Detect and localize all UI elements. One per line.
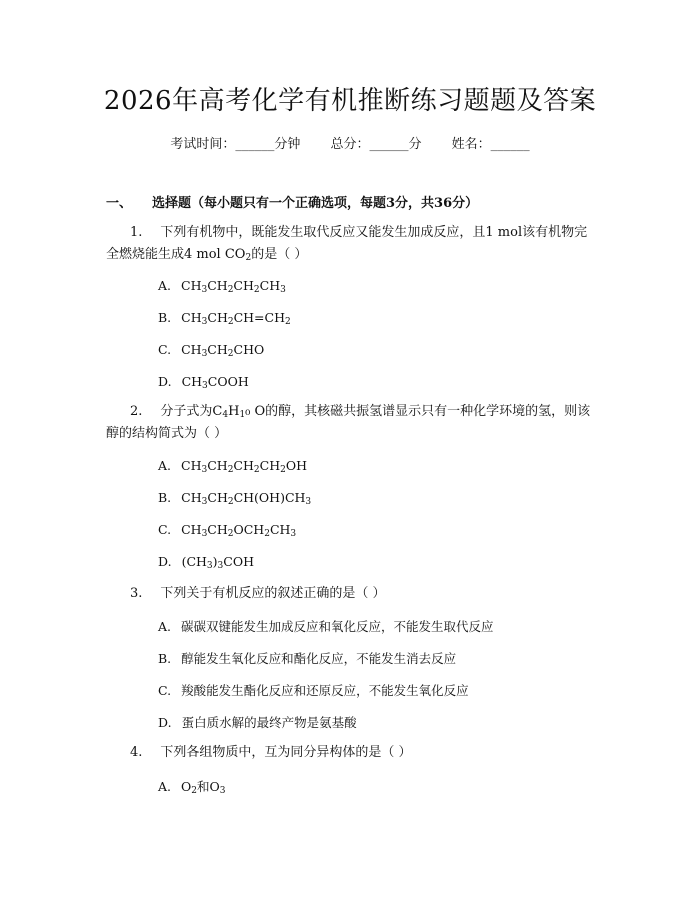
option-2c	[158, 522, 296, 537]
formula-part: CH	[181, 310, 202, 325]
formula-part: (CH	[181, 554, 207, 569]
question-stem: 下列各组物质中，互为同分异构体的是（ ）	[160, 745, 412, 760]
formula-subscript: 3	[206, 561, 213, 571]
formula-part: CH	[233, 278, 254, 293]
formula-part: CH	[181, 458, 202, 473]
formula-part: CH	[207, 490, 228, 505]
question-stem: 下列有机物中，既能发生取代反应又能发生加成反应，且1 mol该有机物完全燃烧能生成4 mol CO	[106, 225, 588, 262]
formula-subscript: 3	[201, 497, 208, 507]
question-number: 4.	[130, 745, 143, 760]
option-formula	[181, 458, 307, 473]
formula-part: COH	[223, 554, 254, 569]
option-text: 蛋白质水解的最终产物是氨基酸	[181, 715, 357, 730]
formula-part: 和O	[197, 779, 220, 794]
option-4a	[158, 777, 225, 795]
formula-part: CH	[207, 458, 228, 473]
formula-part: )	[212, 554, 218, 569]
formula-part: CH	[269, 522, 291, 537]
option-1c	[158, 342, 264, 357]
formula-subscript: 2	[284, 317, 291, 327]
option-formula	[182, 554, 254, 569]
question-1	[106, 222, 598, 266]
option-text: 羧酸能发生酯化反应和还原反应，不能发生氧化反应	[181, 683, 469, 698]
option-formula	[182, 374, 249, 389]
formula-subscript: 2	[253, 285, 260, 295]
question-number: 1.	[130, 225, 143, 240]
option-2d	[158, 554, 254, 569]
formula-part: CH	[207, 342, 228, 357]
formula-part: CH	[207, 278, 228, 293]
subscript: 1	[239, 410, 246, 420]
formula-subscript: 3	[201, 285, 208, 295]
question-3	[106, 583, 598, 605]
question-number: 2.	[130, 404, 143, 419]
option-letter: B.	[158, 310, 172, 325]
formula-subscript: 3	[217, 561, 224, 571]
option-letter: A.	[158, 619, 172, 634]
page-title: 2026年高考化学有机推断练习题题及答案	[103, 86, 597, 116]
formula-subscript: 3	[201, 465, 208, 475]
question-stem: 下列关于有机反应的叙述正确的是（ ）	[160, 586, 386, 601]
formula-subscript: 2	[227, 529, 234, 539]
formula-subscript: 2	[227, 349, 234, 359]
option-letter: D.	[158, 554, 172, 569]
option-formula	[181, 342, 264, 357]
formula-part: OH	[285, 458, 307, 473]
option-1d	[158, 374, 249, 389]
option-letter: D.	[158, 715, 172, 730]
option-1a	[158, 278, 286, 293]
formula-part: COOH	[207, 374, 249, 389]
formula-subscript: 3	[202, 381, 208, 391]
formula-subscript: 3	[280, 285, 286, 295]
question-stem: 分子式为C	[160, 404, 223, 419]
formula-subscript: 2	[191, 786, 197, 796]
section-title: 选择题（每小题只有一个正确选项，每题3分，共36分）	[152, 196, 479, 211]
option-letter: A.	[158, 458, 172, 473]
formula-part: CH	[181, 490, 202, 505]
exam-time-field: 考试时间：______分钟	[170, 137, 301, 152]
name-field: 姓名：______	[451, 137, 530, 152]
formula-part: CH	[207, 522, 228, 537]
formula-subscript: 3	[201, 529, 208, 539]
formula-subscript: 2	[227, 497, 234, 507]
formula-subscript: 2	[253, 465, 260, 475]
question-number: 3.	[130, 586, 143, 601]
option-formula	[181, 278, 286, 293]
option-formula	[181, 522, 296, 537]
option-formula	[181, 490, 311, 505]
formula-part: O	[181, 779, 192, 794]
option-2b	[158, 490, 311, 505]
formula-subscript: 2	[227, 317, 234, 327]
question-stem-mid: H	[228, 404, 240, 419]
question-stem-end: 的是（ ）	[251, 247, 308, 262]
option-3c	[158, 681, 469, 699]
formula-part: CH	[181, 342, 202, 357]
option-letter: B.	[158, 651, 172, 666]
option-text: 醇能发生氧化反应和酯化反应，不能发生消去反应	[181, 651, 457, 666]
option-2a	[158, 458, 307, 473]
question-stem-end: ₀ O的醇，其核磁共振氢谱显示只有一种化学环境的氢，则该醇的结构简式为（ ）	[106, 404, 591, 441]
formula-part: CH	[181, 374, 203, 389]
option-letter: C.	[158, 683, 172, 698]
option-3b	[158, 649, 456, 667]
section-heading	[106, 192, 478, 211]
formula-part: OCH	[233, 522, 265, 537]
subscript: 4	[222, 410, 229, 420]
formula-subscript: 2	[264, 529, 270, 539]
formula-part: CH	[259, 278, 281, 293]
option-1b	[158, 310, 291, 325]
option-letter: C.	[158, 522, 172, 537]
section-number: 一、	[106, 196, 133, 211]
question-4	[106, 742, 598, 764]
formula-subscript: 2	[227, 465, 234, 475]
subscript: 2	[245, 253, 252, 263]
formula-subscript: 3	[201, 317, 208, 327]
total-score-field: 总分：______分	[330, 137, 422, 152]
option-letter: C.	[158, 342, 172, 357]
question-2	[106, 401, 598, 445]
formula-subscript: 3	[290, 529, 297, 539]
formula-part: CH	[233, 458, 254, 473]
formula-part: CH=CH	[233, 310, 285, 325]
formula-part: CH	[207, 310, 228, 325]
formula-subscript: 2	[280, 465, 286, 475]
formula-subscript: 2	[227, 285, 234, 295]
formula-part: CH	[181, 278, 202, 293]
option-letter: D.	[158, 374, 172, 389]
option-formula	[181, 779, 225, 794]
formula-part: CH	[181, 522, 202, 537]
option-3d	[158, 713, 357, 731]
formula-subscript: 3	[219, 786, 226, 796]
option-letter: A.	[158, 779, 172, 794]
option-text: 碳碳双键能发生加成反应和氧化反应，不能发生取代反应	[181, 619, 494, 634]
option-letter: B.	[158, 490, 172, 505]
formula-part: CH	[259, 458, 281, 473]
exam-info-line	[0, 133, 700, 152]
formula-subscript: 3	[201, 349, 208, 359]
formula-part: CHO	[233, 342, 265, 357]
option-letter: A.	[158, 278, 172, 293]
formula-subscript: 3	[305, 497, 312, 507]
formula-part: CH(OH)CH	[233, 490, 306, 505]
option-formula	[181, 310, 291, 325]
option-3a	[158, 617, 494, 635]
